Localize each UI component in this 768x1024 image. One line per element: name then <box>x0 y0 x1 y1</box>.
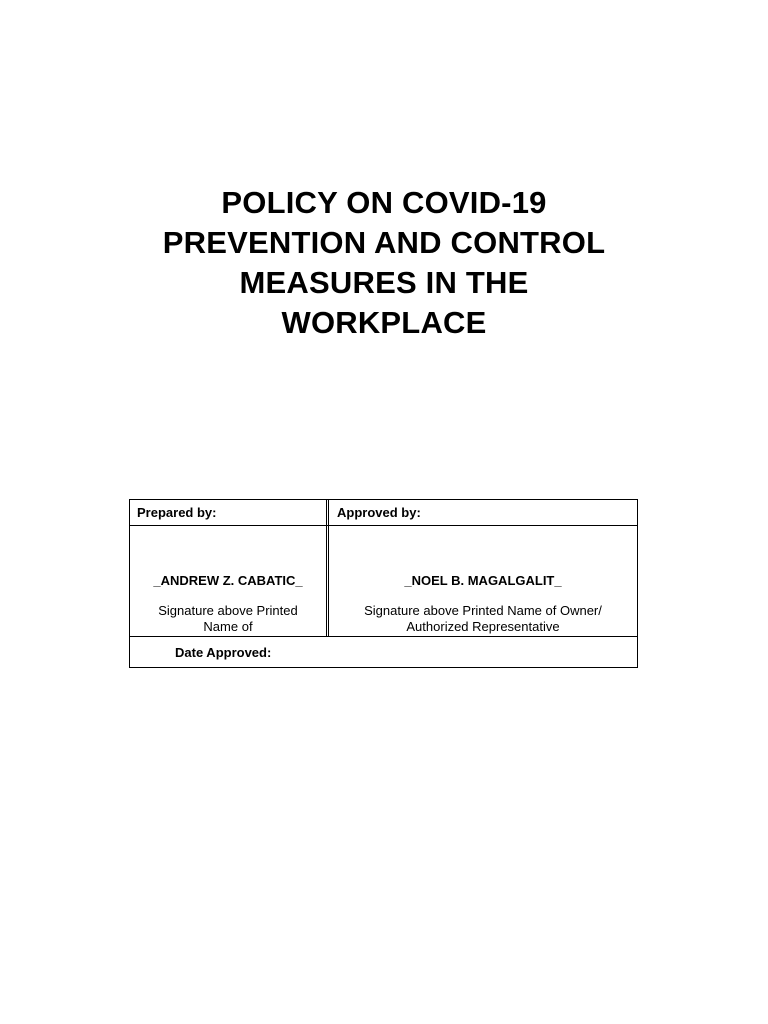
prepared-by-label: Prepared by: <box>137 505 217 520</box>
signature-table <box>129 499 638 668</box>
signature-table-signature-row <box>130 525 637 637</box>
approver-caption-line-2: Authorized Representative <box>406 619 560 634</box>
preparer-signature-cell <box>130 525 326 636</box>
date-approved-label: Date Approved: <box>175 645 272 660</box>
approver-name: _NOEL B. MAGALGALIT_ <box>404 573 562 588</box>
preparer-signature-caption <box>130 603 326 635</box>
title-line-2: PREVENTION AND CONTROL <box>162 225 606 260</box>
title-line-1: POLICY ON COVID-19 <box>221 185 547 220</box>
approver-caption-line-1: Signature above Printed Name of Owner/ <box>364 603 602 618</box>
column-divider <box>326 500 329 636</box>
preparer-caption-line-2: Name of <box>203 619 253 634</box>
preparer-name: _ANDREW Z. CABATIC_ <box>153 573 303 588</box>
signature-table-header-row <box>130 500 637 526</box>
document-title <box>0 183 768 343</box>
signature-table-date-row <box>130 637 637 667</box>
approver-signature-caption <box>329 603 637 635</box>
title-line-3: MEASURES IN THE <box>239 265 529 300</box>
approver-signature-cell <box>329 525 637 636</box>
preparer-caption-line-1: Signature above Printed <box>158 603 298 618</box>
approved-by-label: Approved by: <box>337 505 421 520</box>
title-line-4: WORKPLACE <box>281 305 487 340</box>
